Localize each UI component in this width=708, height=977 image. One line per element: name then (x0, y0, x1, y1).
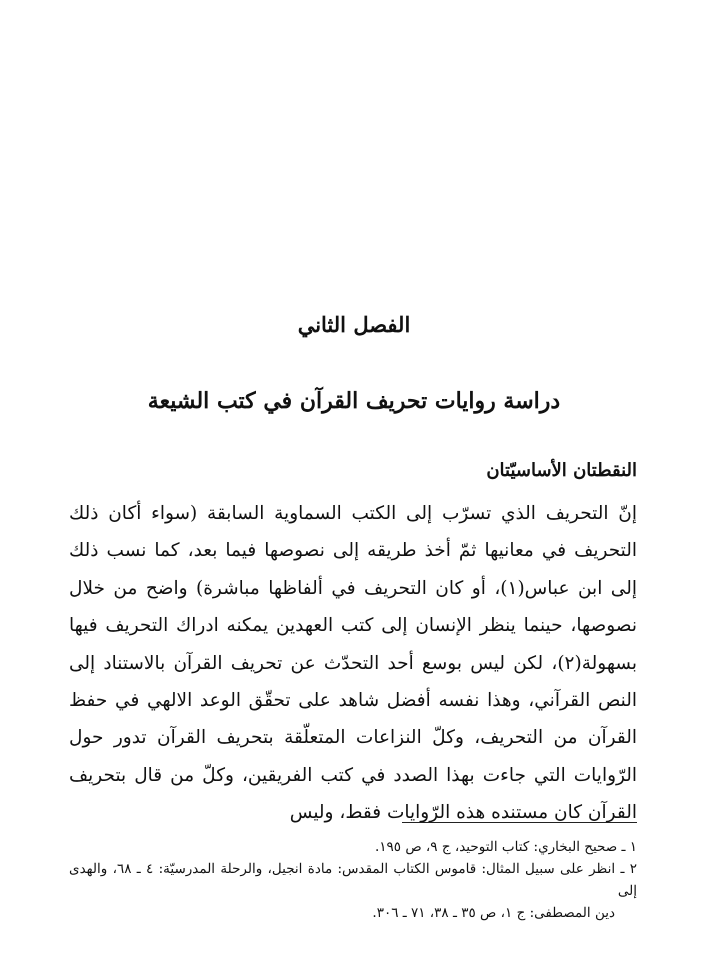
footnote-1 (69, 836, 637, 858)
chapter-label: الفصل الثاني (297, 312, 411, 337)
footnotes (69, 836, 637, 924)
body-paragraph: إنّ التحريف الذي تسرّب إلى الكتب السماوية السابقة (سواء أكان ذلك التحريف في معانيها ثمّ أخذ طريقه إلى نصوصها فيما بعد، كما نسب ذلك إلى ابن عباس(١)، أو كان التحريف في ألفاظها مباشرة) واضح من خلال نصوصها، حينما ينظر الإنسان إلى كتب العهدين يمكنه ادراك التحريف فيها بسهولة(٢)، لكن ليس بوسع أحد التحدّث عن تحريف القرآن بالاستناد إلى النص القرآني، وهذا نفسه أفضل شاهد على تحقّق الوعد الالهي في حفظ القرآن من التحريف، وكلّ النزاعات المتعلّقة بتحريف القرآن تدور حول الرّوايات التي جاءت بهذا الصدد في كتب الفريقين، وكلّ من قال بتحريف القرآن كان مستنده هذه الرّوايات فقط، وليس (69, 503, 637, 824)
footnote-divider (402, 822, 637, 823)
footnote-2-text: ٢ ـ انظر على سبيل المثال: قاموس الكتاب المقدس: مادة انجيل، والرحلة المدرسيّة: ٤ ـ ٦٨، والهدى إلى (69, 861, 637, 899)
footnote-2-continuation: دين المصطفى: ج ١، ص ٣٥ ـ ٣٨، ٧١ ـ ٣٠٦. (372, 905, 615, 921)
footnote-1-text: ١ ـ صحيح البخاري: كتاب التوحيد، ج ٩، ص ١٩٥. (374, 839, 637, 855)
section-heading: النقطتان الأساسيّتان (486, 460, 637, 481)
chapter-title: دراسة روايات تحريف القرآن في كتب الشيعة (147, 388, 561, 414)
footnote-2 (69, 858, 637, 924)
